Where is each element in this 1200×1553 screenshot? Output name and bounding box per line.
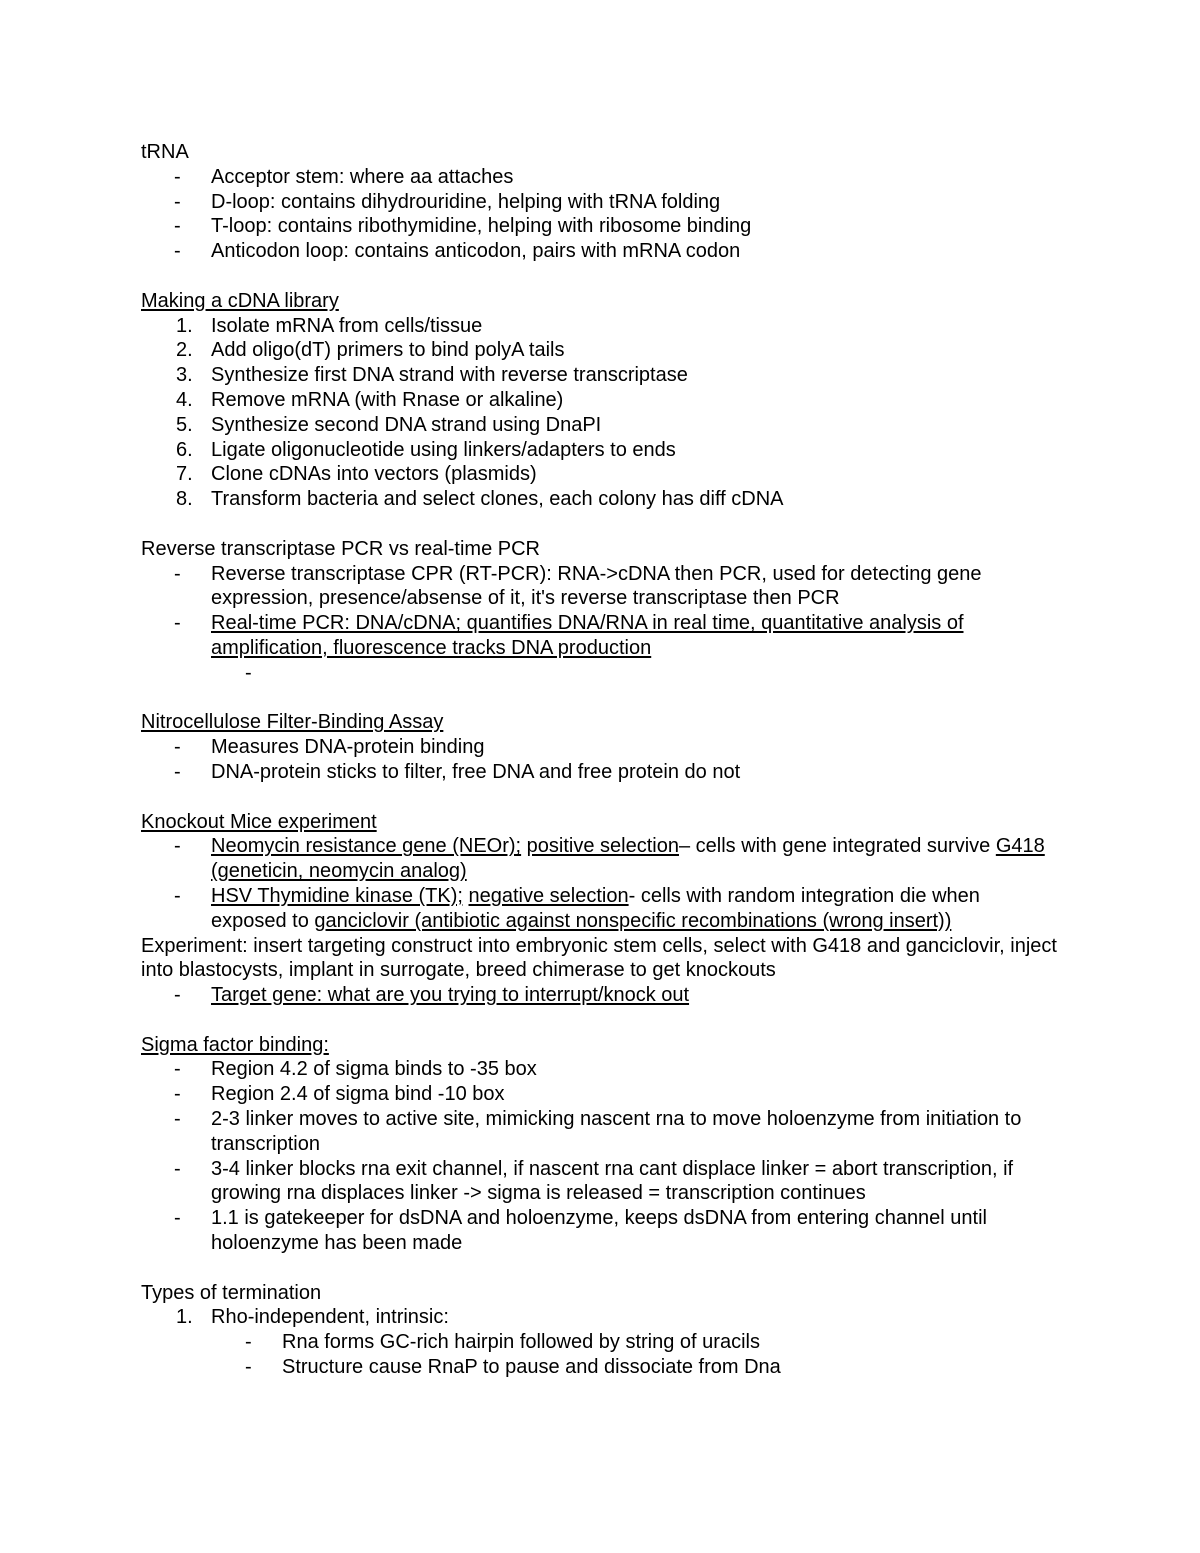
list-item: [0, 1305, 1200, 1330]
sub-list-item: [0, 1330, 1200, 1355]
list-item: [0, 388, 1200, 413]
list-item: [0, 611, 1200, 661]
item-text-underlined: positive selection: [526, 835, 679, 858]
sub-list-item: [0, 1355, 1200, 1380]
list-number: 1.: [176, 314, 193, 337]
item-text: Target gene: what are you trying to interrupt/knock out: [211, 984, 690, 1007]
item-text: 3-4 linker blocks rna exit channel, if nascent rna cant displace linker = abort transcription, if growing rna displaces linker -> sigma is released = transcription continues: [211, 1157, 1014, 1205]
list-number: 6.: [176, 438, 193, 461]
list-item: [0, 165, 1200, 190]
item-text: Real-time PCR: DNA/cDNA; quantifies DNA/RNA in real time, quantitative analysis of amplification, fluorescence tracks DNA production: [211, 612, 964, 659]
bullet-dash: -: [174, 1157, 181, 1180]
spacer: [0, 686, 1200, 711]
item-text: Region 2.4 of sigma bind -10 box: [211, 1083, 505, 1106]
item-text: - cells with random integration die when exposed to: [211, 884, 980, 932]
bullet-dash: -: [245, 661, 252, 684]
list-number: 3.: [176, 364, 193, 387]
item-text: – cells with gene integrated survive: [678, 835, 991, 858]
item-text: Clone cDNAs into vectors (plasmids): [211, 463, 537, 486]
list-item: [0, 338, 1200, 363]
item-text: Rho-independent, intrinsic:: [211, 1306, 449, 1329]
item-text: DNA-protein sticks to filter, free DNA and free protein do not: [211, 760, 741, 783]
bullet-dash: -: [245, 1356, 252, 1379]
section-heading-pcr: Reverse transcriptase PCR vs real-time PCR: [141, 537, 540, 560]
list-item: [0, 462, 1200, 487]
list-item: [0, 735, 1200, 760]
item-text: Reverse transcriptase CPR (RT-PCR): RNA->cDNA then PCR, used for detecting gene expression, presence/absense of it, it's reverse transcriptase then PCR: [211, 562, 982, 610]
bullet-dash: -: [174, 165, 181, 188]
list-number: 5.: [176, 413, 193, 436]
list-number: 1.: [176, 1306, 193, 1329]
list-number: 2.: [176, 339, 193, 362]
list-item: [0, 1107, 1200, 1157]
item-text: Synthesize first DNA strand with reverse transcriptase: [211, 364, 688, 387]
spacer: [0, 264, 1200, 289]
bullet-dash: -: [174, 760, 181, 783]
list-item: [0, 413, 1200, 438]
section-heading-trna: tRNA: [141, 141, 189, 163]
list-item: [0, 562, 1200, 612]
spacer: [0, 785, 1200, 810]
bullet-dash: -: [174, 612, 181, 635]
item-text: Synthesize second DNA strand using DnaPI: [211, 413, 602, 436]
item-text: Isolate mRNA from cells/tissue: [211, 314, 483, 337]
section-heading-termination: Types of termination: [141, 1281, 322, 1304]
bullet-dash: -: [174, 562, 181, 585]
list-item: [0, 884, 1200, 934]
list-item: [0, 1206, 1200, 1256]
list-item: [0, 190, 1200, 215]
item-text: Measures DNA-protein binding: [211, 736, 485, 759]
item-text-underlined: ganciclovir (antibiotic against nonspecific recombinations (wrong insert)): [314, 909, 952, 932]
item-text: Ligate oligonucleotide using linkers/adapters to ends: [211, 438, 676, 461]
list-item: [0, 1082, 1200, 1107]
list-item: [0, 214, 1200, 239]
item-text: Region 4.2 of sigma binds to -35 box: [211, 1058, 537, 1081]
spacer: [0, 1008, 1200, 1033]
item-text: Acceptor stem: where aa attaches: [211, 165, 514, 188]
spacer: [0, 512, 1200, 537]
experiment-paragraph: Experiment: insert targeting construct into embryonic stem cells, select with G418 and ganciclovir, inject into blastocysts, implant in surrogate, breed chimerase to get knockouts: [141, 934, 1057, 982]
item-text: Transform bacteria and select clones, each colony has diff cDNA: [211, 488, 784, 511]
list-number: 7.: [176, 463, 193, 486]
bullet-dash: -: [245, 1331, 252, 1354]
item-text-underlined: G418 (geneticin, neomycin analog): [211, 835, 1045, 883]
bullet-dash: -: [174, 736, 181, 759]
list-item: [0, 239, 1200, 264]
item-text: Rna forms GC-rich hairpin followed by string of uracils: [282, 1331, 760, 1354]
section-heading-filter: Nitrocellulose Filter-Binding Assay: [141, 711, 444, 734]
item-text: Remove mRNA (with Rnase or alkaline): [211, 388, 564, 411]
bullet-dash: -: [174, 215, 181, 238]
bullet-dash: -: [174, 190, 181, 213]
list-item: [0, 983, 1200, 1008]
list-item: [0, 438, 1200, 463]
list-item: [0, 314, 1200, 339]
list-item: [0, 834, 1200, 884]
item-text: Structure cause RnaP to pause and dissociate from Dna: [282, 1356, 781, 1379]
item-text: Anticodon loop: contains anticodon, pairs with mRNA codon: [211, 240, 741, 263]
item-text: 1.1 is gatekeeper for dsDNA and holoenzyme, keeps dsDNA from entering channel until holoenzyme has been made: [211, 1207, 987, 1255]
list-number: 8.: [176, 488, 193, 511]
list-item: [0, 1157, 1200, 1207]
bullet-dash: -: [174, 240, 181, 263]
list-number: 4.: [176, 388, 193, 411]
bullet-dash: -: [174, 884, 181, 907]
item-text-underlined: HSV Thymidine kinase (TK);: [211, 884, 463, 907]
bullet-dash: -: [174, 835, 181, 858]
section-heading-cdna: Making a cDNA library: [141, 289, 339, 312]
sub-list-item: [0, 661, 1200, 686]
list-item: [0, 487, 1200, 512]
item-text: 2-3 linker moves to active site, mimicking nascent rna to move holoenzyme from initiation to transcription: [211, 1108, 1022, 1155]
item-text-underlined: negative selection: [468, 884, 629, 907]
item-text: T-loop: contains ribothymidine, helping with ribosome binding: [211, 215, 752, 238]
item-text: Add oligo(dT) primers to bind polyA tails: [211, 339, 565, 362]
item-text-underlined: Neomycin resistance gene (NEOr);: [211, 835, 522, 858]
section-heading-sigma: Sigma factor binding:: [141, 1033, 329, 1056]
bullet-dash: -: [174, 1207, 181, 1230]
bullet-dash: -: [174, 1058, 181, 1081]
section-heading-knockout: Knockout Mice experiment: [141, 810, 377, 833]
bullet-dash: -: [174, 1083, 181, 1106]
list-item: [0, 760, 1200, 785]
list-item: [0, 363, 1200, 388]
item-text: D-loop: contains dihydrouridine, helping with tRNA folding: [211, 190, 721, 213]
bullet-dash: -: [174, 984, 181, 1007]
bullet-dash: -: [174, 1108, 181, 1131]
list-item: [0, 1057, 1200, 1082]
spacer: [0, 1256, 1200, 1281]
